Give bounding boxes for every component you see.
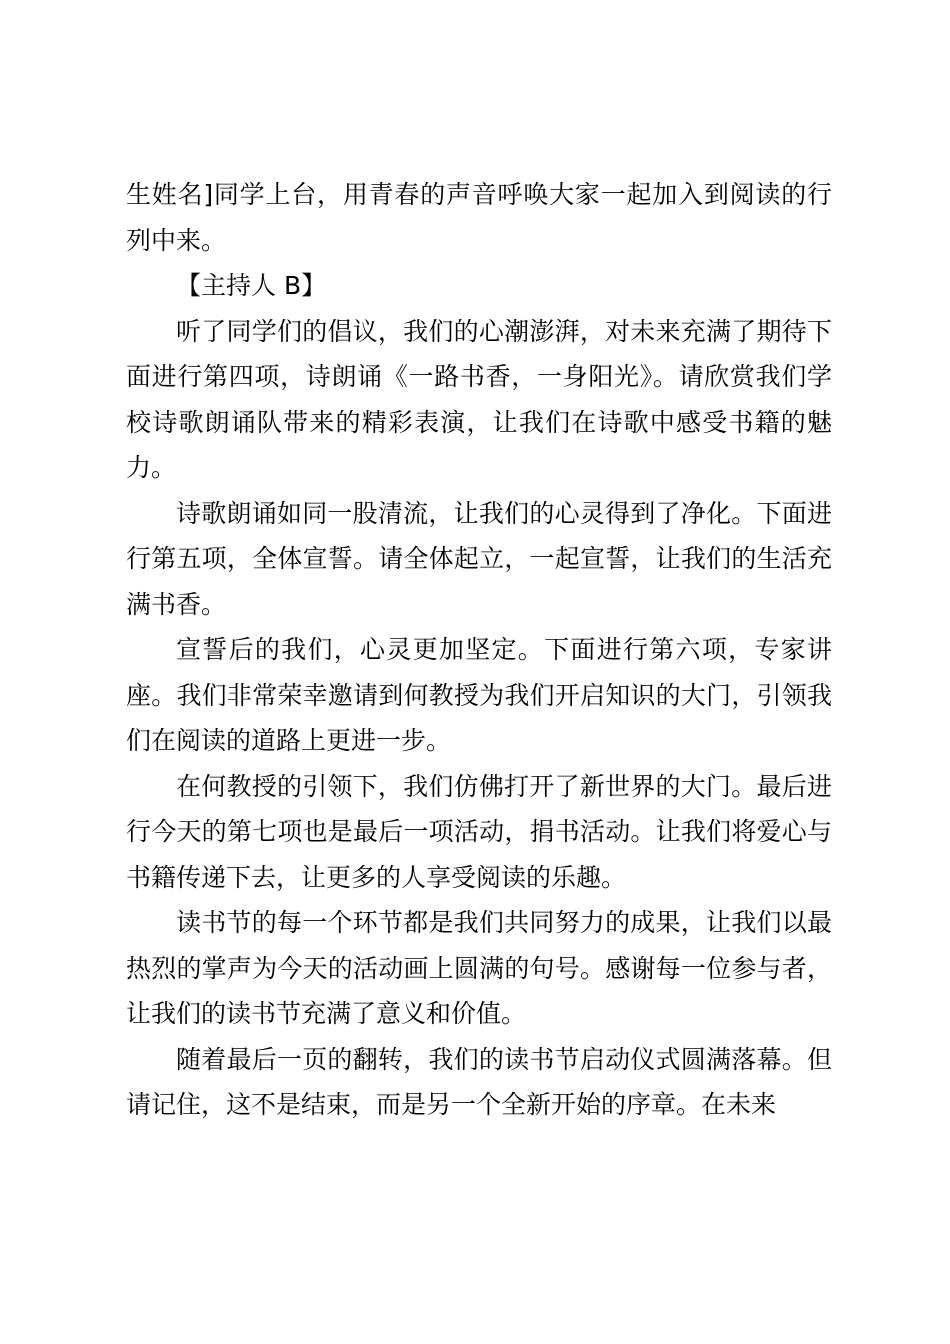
paragraph: 随着最后一页的翻转，我们的读书节启动仪式圆满落幕。但请记住，这不是结束，而是另一个全新开始的序章。在未来 [126,1044,832,1119]
document-page [126,172,832,1128]
paragraph: 诗歌朗诵如同一股清流，让我们的心灵得到了净化。下面进行第五项，全体宣誓。请全体起立，一起宣誓，让我们的生活充满书香。 [126,498,832,619]
paragraph: 听了同学们的倡议，我们的心潮澎湃，对未来充满了期待下面进行第四项，诗朗诵《一路书香，一身阳光》。请欣赏我们学校诗歌朗诵队带来的精彩表演，让我们在诗歌中感受书籍的魅力。 [126,316,832,482]
paragraph-continuation: 生姓名]同学上台，用青春的声音呼唤大家一起加入到阅读的行列中来。 [126,180,832,255]
paragraph: 在何教授的引领下，我们仿佛打开了新世界的大门。最后进行今天的第七项也是最后一项活动，捐书活动。让我们将爱心与书籍传递下去，让更多的人享受阅读的乐趣。 [126,771,832,892]
paragraph: 宣誓后的我们，心灵更加坚定。下面进行第六项，专家讲座。我们非常荣幸邀请到何教授为我们开启知识的大门，引领我们在阅读的道路上更进一步。 [126,635,832,755]
paragraph: 读书节的每一个环节都是我们共同努力的成果，让我们以最热烈的掌声为今天的活动画上圆满的句号。感谢每一位参与者，让我们的读书节充满了意义和价值。 [126,908,832,1028]
speaker-heading: 【主持人 B】 [176,271,327,300]
